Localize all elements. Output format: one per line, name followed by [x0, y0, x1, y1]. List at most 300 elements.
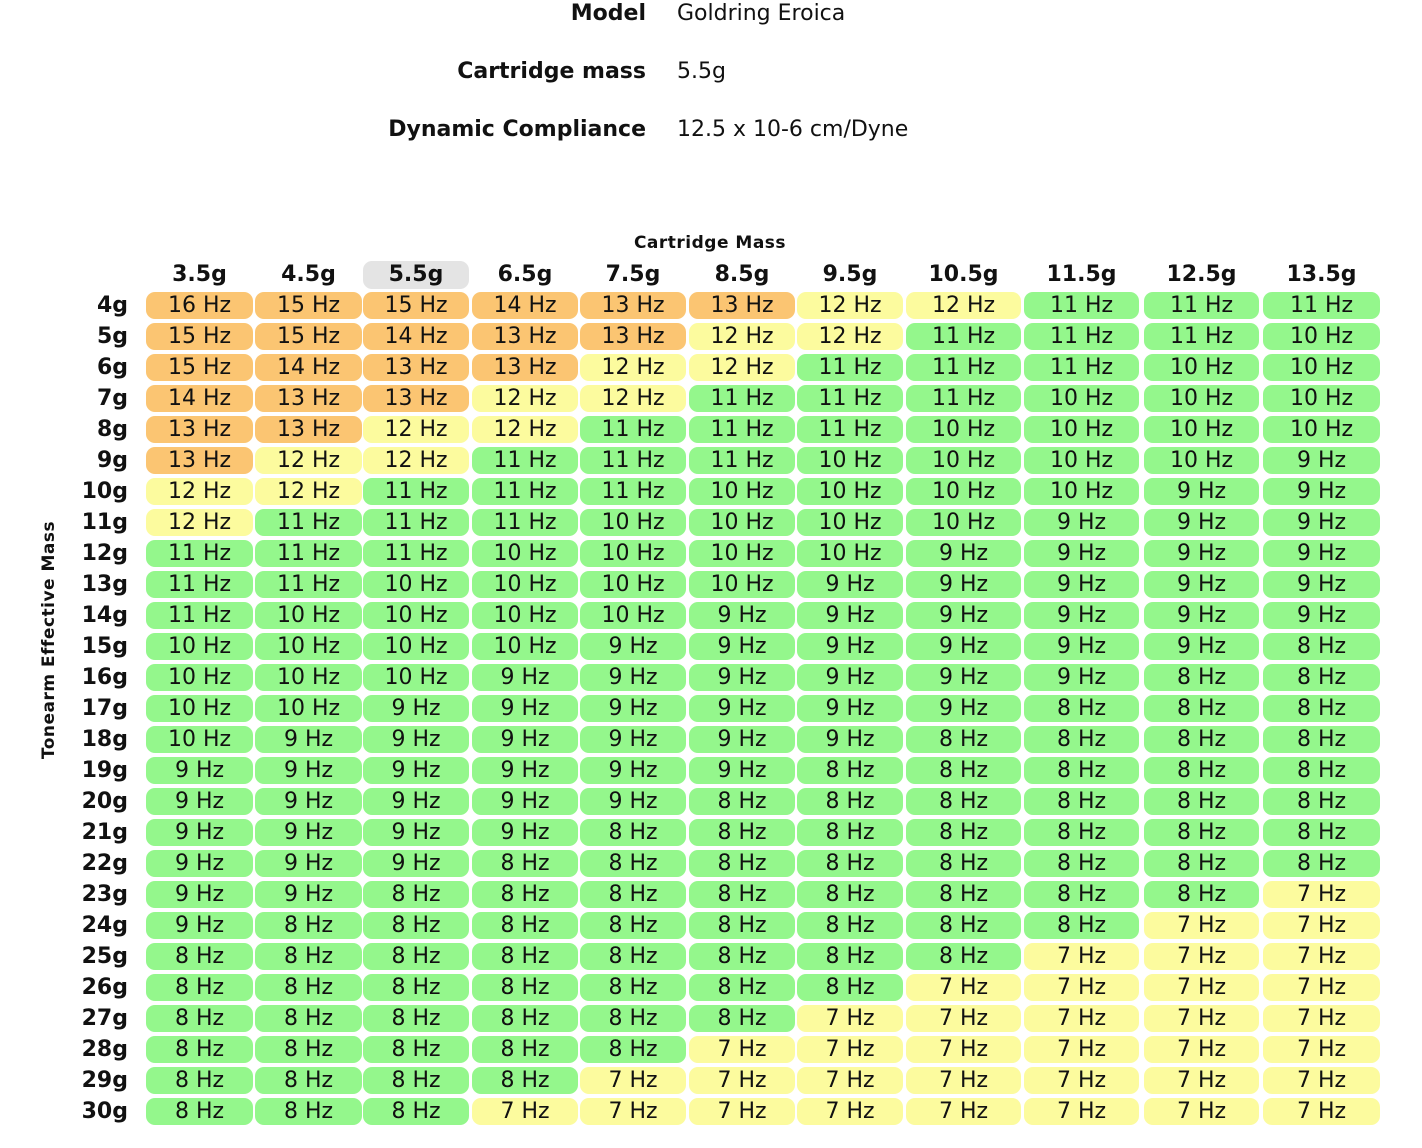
resonance-cell: 7 Hz — [1144, 1067, 1259, 1094]
cartridge-mass-row — [0, 59, 1422, 99]
resonance-cell: 10 Hz — [1263, 354, 1380, 381]
resonance-cell: 8 Hz — [472, 912, 578, 939]
resonance-cell: 8 Hz — [363, 1098, 469, 1125]
resonance-cell: 8 Hz — [797, 850, 903, 877]
resonance-cell: 8 Hz — [1263, 664, 1380, 691]
resonance-cell: 8 Hz — [146, 974, 253, 1001]
resonance-cell: 8 Hz — [689, 850, 795, 877]
resonance-cell: 8 Hz — [255, 1005, 362, 1032]
resonance-cell: 12 Hz — [472, 416, 578, 443]
resonance-cell: 12 Hz — [689, 323, 795, 350]
resonance-cell: 8 Hz — [580, 943, 686, 970]
resonance-cell: 9 Hz — [1263, 509, 1380, 536]
resonance-cell: 9 Hz — [906, 602, 1021, 629]
column-header-3-5g: 3.5g — [172, 262, 227, 287]
resonance-cell: 15 Hz — [363, 292, 469, 319]
resonance-cell: 9 Hz — [906, 633, 1021, 660]
resonance-cell: 9 Hz — [1144, 633, 1259, 660]
resonance-cell: 10 Hz — [472, 602, 578, 629]
resonance-cell: 9 Hz — [580, 757, 686, 784]
resonance-cell: 8 Hz — [906, 819, 1021, 846]
resonance-cell: 8 Hz — [255, 1036, 362, 1063]
resonance-cell: 10 Hz — [580, 571, 686, 598]
resonance-cell: 12 Hz — [580, 385, 686, 412]
resonance-cell: 7 Hz — [906, 974, 1021, 1001]
resonance-cell: 8 Hz — [472, 1067, 578, 1094]
resonance-cell: 11 Hz — [363, 540, 469, 567]
resonance-cell: 10 Hz — [906, 478, 1021, 505]
resonance-cell: 10 Hz — [689, 509, 795, 536]
column-header-10-5g: 10.5g — [928, 262, 999, 287]
resonance-cell: 14 Hz — [255, 354, 362, 381]
resonance-cell: 9 Hz — [472, 664, 578, 691]
resonance-cell: 13 Hz — [146, 447, 253, 474]
resonance-cell: 8 Hz — [580, 974, 686, 1001]
resonance-cell: 10 Hz — [1263, 416, 1380, 443]
column-header-11-5g: 11.5g — [1046, 262, 1117, 287]
resonance-cell: 9 Hz — [797, 726, 903, 753]
resonance-cell: 7 Hz — [797, 1036, 903, 1063]
resonance-cell: 10 Hz — [797, 447, 903, 474]
resonance-cell: 8 Hz — [255, 943, 362, 970]
resonance-cell: 8 Hz — [1024, 695, 1139, 722]
resonance-cell: 8 Hz — [255, 1098, 362, 1125]
resonance-cell: 8 Hz — [1263, 633, 1380, 660]
resonance-cell: 7 Hz — [1263, 1005, 1380, 1032]
column-header-6-5g: 6.5g — [497, 262, 553, 287]
resonance-cell: 9 Hz — [580, 695, 686, 722]
resonance-cell: 10 Hz — [146, 633, 253, 660]
resonance-cell: 10 Hz — [1144, 385, 1259, 412]
resonance-cell: 8 Hz — [1263, 726, 1380, 753]
resonance-cell: 10 Hz — [689, 571, 795, 598]
resonance-cell: 7 Hz — [1144, 1098, 1259, 1125]
resonance-cell: 8 Hz — [906, 757, 1021, 784]
dynamic-compliance-row — [0, 117, 1422, 157]
resonance-cell: 8 Hz — [689, 881, 795, 908]
resonance-cell: 10 Hz — [906, 447, 1021, 474]
resonance-cell: 10 Hz — [797, 540, 903, 567]
resonance-cell: 10 Hz — [472, 540, 578, 567]
resonance-cell: 10 Hz — [1263, 323, 1380, 350]
resonance-cell: 9 Hz — [146, 819, 253, 846]
resonance-cell: 11 Hz — [1024, 323, 1139, 350]
resonance-cell: 9 Hz — [689, 664, 795, 691]
resonance-cell: 10 Hz — [146, 695, 253, 722]
resonance-cell: 9 Hz — [146, 912, 253, 939]
resonance-cell: 11 Hz — [1024, 354, 1139, 381]
resonance-cell: 10 Hz — [363, 602, 469, 629]
resonance-cell: 9 Hz — [363, 850, 469, 877]
resonance-cell: 11 Hz — [255, 509, 362, 536]
resonance-cell: 11 Hz — [472, 509, 578, 536]
row-header-26g: 26g — [81, 975, 128, 1000]
resonance-cell: 7 Hz — [580, 1098, 686, 1125]
resonance-cell: 9 Hz — [363, 819, 469, 846]
resonance-cell: 9 Hz — [689, 633, 795, 660]
resonance-cell: 7 Hz — [797, 1098, 903, 1125]
resonance-cell: 7 Hz — [1024, 1098, 1139, 1125]
resonance-cell: 7 Hz — [689, 1098, 795, 1125]
resonance-cell: 8 Hz — [689, 912, 795, 939]
resonance-cell: 7 Hz — [1263, 1067, 1380, 1094]
resonance-cell: 9 Hz — [906, 540, 1021, 567]
row-header-7g: 7g — [96, 386, 128, 411]
resonance-cell: 11 Hz — [472, 447, 578, 474]
resonance-cell: 8 Hz — [146, 1005, 253, 1032]
resonance-cell: 8 Hz — [1144, 757, 1259, 784]
resonance-cell: 12 Hz — [906, 292, 1021, 319]
resonance-cell: 15 Hz — [146, 354, 253, 381]
resonance-cell: 12 Hz — [146, 478, 253, 505]
model-label: Model — [570, 1, 646, 26]
row-header-14g: 14g — [81, 603, 128, 628]
resonance-cell: 9 Hz — [1144, 478, 1259, 505]
row-header-27g: 27g — [81, 1006, 128, 1031]
resonance-cell: 8 Hz — [906, 881, 1021, 908]
resonance-cell: 7 Hz — [1144, 1005, 1259, 1032]
resonance-cell: 9 Hz — [1263, 540, 1380, 567]
x-axis-title: Cartridge Mass — [633, 233, 787, 253]
resonance-cell: 7 Hz — [1024, 1067, 1139, 1094]
resonance-cell: 8 Hz — [1024, 819, 1139, 846]
resonance-cell: 8 Hz — [255, 912, 362, 939]
resonance-cell: 10 Hz — [1263, 385, 1380, 412]
resonance-cell: 9 Hz — [689, 602, 795, 629]
resonance-cell: 7 Hz — [1144, 943, 1259, 970]
resonance-cell: 8 Hz — [580, 881, 686, 908]
dynamic-compliance-value: 12.5 x 10-6 cm/Dyne — [677, 117, 909, 142]
resonance-cell: 10 Hz — [472, 571, 578, 598]
resonance-cell: 8 Hz — [363, 912, 469, 939]
resonance-cell: 8 Hz — [906, 912, 1021, 939]
resonance-cell: 9 Hz — [1263, 602, 1380, 629]
resonance-cell: 12 Hz — [255, 478, 362, 505]
row-header-23g: 23g — [81, 882, 128, 907]
resonance-cell: 10 Hz — [689, 540, 795, 567]
resonance-cell: 7 Hz — [1144, 1036, 1259, 1063]
resonance-cell: 8 Hz — [797, 943, 903, 970]
resonance-cell: 10 Hz — [580, 540, 686, 567]
resonance-cell: 8 Hz — [580, 819, 686, 846]
resonance-cell: 13 Hz — [255, 385, 362, 412]
resonance-cell: 8 Hz — [1144, 695, 1259, 722]
resonance-cell: 7 Hz — [472, 1098, 578, 1125]
resonance-cell: 11 Hz — [906, 354, 1021, 381]
resonance-cell: 7 Hz — [797, 1067, 903, 1094]
resonance-cell: 9 Hz — [906, 664, 1021, 691]
resonance-cell: 13 Hz — [472, 354, 578, 381]
resonance-cell: 9 Hz — [1144, 540, 1259, 567]
resonance-cell: 7 Hz — [1263, 912, 1380, 939]
row-header-19g: 19g — [81, 758, 128, 783]
resonance-cell: 11 Hz — [689, 447, 795, 474]
model-row — [0, 1, 1422, 41]
resonance-cell: 7 Hz — [1024, 943, 1139, 970]
resonance-cell: 7 Hz — [1024, 1005, 1139, 1032]
resonance-cell: 8 Hz — [472, 881, 578, 908]
resonance-cell: 9 Hz — [580, 664, 686, 691]
resonance-cell: 14 Hz — [146, 385, 253, 412]
resonance-cell: 8 Hz — [472, 1005, 578, 1032]
resonance-cell: 11 Hz — [906, 323, 1021, 350]
row-header-29g: 29g — [81, 1068, 128, 1093]
resonance-cell: 13 Hz — [255, 416, 362, 443]
resonance-cell: 12 Hz — [797, 323, 903, 350]
row-header-22g: 22g — [81, 851, 128, 876]
resonance-cell: 7 Hz — [1024, 974, 1139, 1001]
resonance-cell: 11 Hz — [1263, 292, 1380, 319]
resonance-cell: 8 Hz — [146, 1067, 253, 1094]
resonance-cell: 13 Hz — [689, 292, 795, 319]
column-header-12-5g: 12.5g — [1166, 262, 1237, 287]
resonance-cell: 8 Hz — [146, 1036, 253, 1063]
resonance-cell: 9 Hz — [689, 726, 795, 753]
resonance-cell: 8 Hz — [580, 850, 686, 877]
resonance-cell: 9 Hz — [689, 695, 795, 722]
resonance-cell: 8 Hz — [797, 974, 903, 1001]
resonance-cell: 10 Hz — [146, 726, 253, 753]
resonance-cell: 11 Hz — [580, 447, 686, 474]
resonance-cell: 9 Hz — [797, 633, 903, 660]
resonance-cell: 12 Hz — [363, 447, 469, 474]
resonance-cell: 8 Hz — [1024, 788, 1139, 815]
resonance-cell: 9 Hz — [1024, 602, 1139, 629]
resonance-cell: 10 Hz — [1144, 416, 1259, 443]
resonance-cell: 8 Hz — [1144, 850, 1259, 877]
column-header-13-5g: 13.5g — [1286, 262, 1357, 287]
resonance-cell: 8 Hz — [1144, 819, 1259, 846]
row-header-21g: 21g — [81, 820, 128, 845]
resonance-cell: 8 Hz — [1263, 695, 1380, 722]
resonance-cell: 9 Hz — [146, 788, 253, 815]
resonance-cell: 8 Hz — [472, 943, 578, 970]
resonance-cell: 9 Hz — [146, 881, 253, 908]
row-header-4g: 4g — [96, 293, 128, 318]
row-header-30g: 30g — [81, 1099, 128, 1124]
resonance-cell: 9 Hz — [363, 695, 469, 722]
row-header-15g: 15g — [81, 634, 128, 659]
resonance-cell: 8 Hz — [797, 757, 903, 784]
resonance-cell: 12 Hz — [472, 385, 578, 412]
resonance-cell: 7 Hz — [797, 1005, 903, 1032]
resonance-cell: 10 Hz — [580, 602, 686, 629]
resonance-cell: 13 Hz — [363, 354, 469, 381]
resonance-cell: 9 Hz — [797, 664, 903, 691]
row-header-10g: 10g — [81, 479, 128, 504]
resonance-cell: 9 Hz — [363, 726, 469, 753]
resonance-cell: 14 Hz — [363, 323, 469, 350]
resonance-cell: 11 Hz — [363, 509, 469, 536]
column-header-5-5g: 5.5g — [363, 261, 469, 289]
resonance-cell: 8 Hz — [797, 881, 903, 908]
resonance-cell: 11 Hz — [689, 416, 795, 443]
row-header-13g: 13g — [81, 572, 128, 597]
resonance-cell: 10 Hz — [1144, 447, 1259, 474]
resonance-cell: 12 Hz — [797, 292, 903, 319]
resonance-cell: 7 Hz — [1263, 1098, 1380, 1125]
resonance-cell: 9 Hz — [1024, 540, 1139, 567]
row-header-12g: 12g — [81, 541, 128, 566]
resonance-cell: 8 Hz — [1024, 726, 1139, 753]
resonance-cell: 11 Hz — [255, 571, 362, 598]
resonance-cell: 8 Hz — [1024, 881, 1139, 908]
resonance-cell: 15 Hz — [255, 323, 362, 350]
resonance-cell: 14 Hz — [472, 292, 578, 319]
resonance-cell: 9 Hz — [1024, 509, 1139, 536]
resonance-cell: 7 Hz — [906, 1005, 1021, 1032]
y-axis-title: Tonearm Effective Mass — [39, 520, 59, 760]
resonance-cell: 10 Hz — [1024, 478, 1139, 505]
resonance-cell: 9 Hz — [689, 757, 795, 784]
column-header-7-5g: 7.5g — [605, 262, 661, 287]
resonance-cell: 11 Hz — [146, 540, 253, 567]
resonance-cell: 8 Hz — [1024, 912, 1139, 939]
row-header-28g: 28g — [81, 1037, 128, 1062]
resonance-cell: 8 Hz — [255, 974, 362, 1001]
resonance-cell: 13 Hz — [472, 323, 578, 350]
resonance-cell: 13 Hz — [363, 385, 469, 412]
resonance-cell: 9 Hz — [472, 819, 578, 846]
resonance-cell: 8 Hz — [797, 788, 903, 815]
resonance-cell: 13 Hz — [580, 292, 686, 319]
resonance-cell: 10 Hz — [255, 602, 362, 629]
resonance-cell: 9 Hz — [472, 726, 578, 753]
resonance-cell: 9 Hz — [1024, 571, 1139, 598]
resonance-cell: 8 Hz — [472, 974, 578, 1001]
column-header-8-5g: 8.5g — [714, 262, 770, 287]
resonance-cell: 9 Hz — [906, 571, 1021, 598]
resonance-cell: 12 Hz — [146, 509, 253, 536]
resonance-cell: 9 Hz — [797, 602, 903, 629]
row-header-8g: 8g — [96, 417, 128, 442]
resonance-cell: 8 Hz — [363, 881, 469, 908]
resonance-cell: 11 Hz — [797, 354, 903, 381]
resonance-cell: 8 Hz — [1024, 757, 1139, 784]
resonance-cell: 8 Hz — [472, 850, 578, 877]
resonance-cell: 8 Hz — [1263, 757, 1380, 784]
resonance-cell: 8 Hz — [906, 788, 1021, 815]
resonance-cell: 7 Hz — [1263, 1036, 1380, 1063]
resonance-cell: 9 Hz — [580, 633, 686, 660]
resonance-cell: 8 Hz — [1144, 726, 1259, 753]
resonance-cell: 7 Hz — [580, 1067, 686, 1094]
resonance-cell: 10 Hz — [906, 509, 1021, 536]
resonance-cell: 7 Hz — [906, 1098, 1021, 1125]
resonance-cell: 8 Hz — [1263, 850, 1380, 877]
resonance-cell: 9 Hz — [255, 850, 362, 877]
row-header-20g: 20g — [81, 789, 128, 814]
resonance-cell: 9 Hz — [255, 819, 362, 846]
resonance-cell: 9 Hz — [1024, 633, 1139, 660]
resonance-cell: 8 Hz — [1263, 788, 1380, 815]
resonance-cell: 10 Hz — [1024, 385, 1139, 412]
resonance-cell: 11 Hz — [255, 540, 362, 567]
resonance-cell: 9 Hz — [255, 788, 362, 815]
resonance-cell: 9 Hz — [363, 757, 469, 784]
resonance-cell: 9 Hz — [255, 757, 362, 784]
resonance-cell: 7 Hz — [906, 1036, 1021, 1063]
resonance-cell: 9 Hz — [255, 881, 362, 908]
resonance-cell: 8 Hz — [689, 1005, 795, 1032]
resonance-cell: 15 Hz — [255, 292, 362, 319]
row-header-24g: 24g — [81, 913, 128, 938]
resonance-cell: 9 Hz — [797, 695, 903, 722]
resonance-cell: 10 Hz — [363, 664, 469, 691]
resonance-cell: 7 Hz — [689, 1036, 795, 1063]
column-header-9-5g: 9.5g — [822, 262, 878, 287]
resonance-cell: 9 Hz — [472, 695, 578, 722]
resonance-cell: 9 Hz — [146, 850, 253, 877]
resonance-cell: 8 Hz — [146, 1098, 253, 1125]
resonance-cell: 9 Hz — [255, 726, 362, 753]
column-header-4-5g: 4.5g — [281, 262, 336, 287]
resonance-cell: 8 Hz — [689, 943, 795, 970]
resonance-cell: 11 Hz — [797, 416, 903, 443]
resonance-cell: 8 Hz — [580, 912, 686, 939]
resonance-cell: 11 Hz — [146, 571, 253, 598]
row-header-6g: 6g — [96, 355, 128, 380]
resonance-cell: 9 Hz — [1024, 664, 1139, 691]
resonance-cell: 9 Hz — [146, 757, 253, 784]
resonance-cell: 12 Hz — [689, 354, 795, 381]
resonance-cell: 9 Hz — [1144, 571, 1259, 598]
resonance-cell: 10 Hz — [363, 633, 469, 660]
resonance-cell: 11 Hz — [797, 385, 903, 412]
resonance-cell: 8 Hz — [472, 1036, 578, 1063]
resonance-cell: 13 Hz — [146, 416, 253, 443]
resonance-cell: 12 Hz — [363, 416, 469, 443]
row-header-18g: 18g — [81, 727, 128, 752]
resonance-cell: 8 Hz — [580, 1036, 686, 1063]
resonance-cell: 10 Hz — [255, 695, 362, 722]
resonance-cell: 8 Hz — [1144, 881, 1259, 908]
row-header-25g: 25g — [81, 944, 128, 969]
resonance-cell: 8 Hz — [146, 943, 253, 970]
resonance-cell: 8 Hz — [363, 1067, 469, 1094]
row-header-5g: 5g — [96, 324, 128, 349]
resonance-cell: 7 Hz — [1263, 974, 1380, 1001]
resonance-cell: 9 Hz — [1144, 509, 1259, 536]
resonance-cell: 8 Hz — [906, 850, 1021, 877]
resonance-cell: 8 Hz — [689, 788, 795, 815]
resonance-cell: 9 Hz — [1263, 478, 1380, 505]
resonance-cell: 16 Hz — [146, 292, 253, 319]
resonance-cell: 10 Hz — [255, 633, 362, 660]
resonance-cell: 11 Hz — [472, 478, 578, 505]
resonance-cell: 8 Hz — [797, 819, 903, 846]
row-header-17g: 17g — [81, 696, 128, 721]
resonance-cell: 11 Hz — [1144, 323, 1259, 350]
resonance-cell: 8 Hz — [363, 943, 469, 970]
resonance-cell: 11 Hz — [689, 385, 795, 412]
model-value: Goldring Eroica — [677, 1, 846, 26]
resonance-cell: 7 Hz — [689, 1067, 795, 1094]
resonance-cell: 10 Hz — [363, 571, 469, 598]
resonance-cell: 9 Hz — [1144, 602, 1259, 629]
resonance-cell: 10 Hz — [1024, 416, 1139, 443]
resonance-cell: 8 Hz — [1144, 664, 1259, 691]
row-header-9g: 9g — [96, 448, 128, 473]
resonance-cell: 8 Hz — [906, 943, 1021, 970]
resonance-cell: 10 Hz — [797, 478, 903, 505]
resonance-cell: 9 Hz — [797, 571, 903, 598]
resonance-cell: 8 Hz — [255, 1067, 362, 1094]
resonance-cell: 12 Hz — [580, 354, 686, 381]
resonance-cell: 12 Hz — [255, 447, 362, 474]
resonance-cell: 9 Hz — [472, 788, 578, 815]
resonance-cell: 9 Hz — [472, 757, 578, 784]
